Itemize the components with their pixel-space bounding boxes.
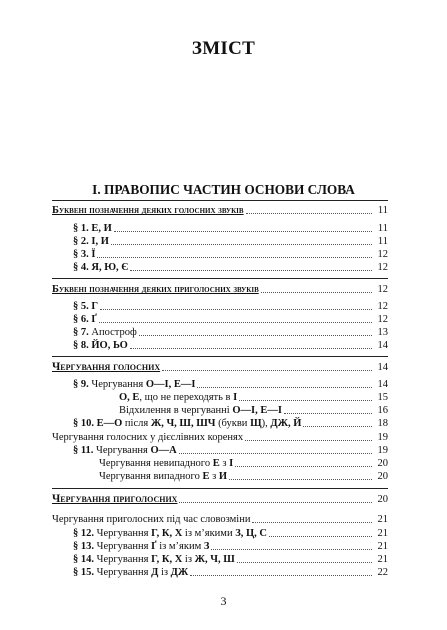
page-ref: 11 — [377, 205, 388, 216]
leader-dots — [100, 300, 372, 310]
page-ref: 21 — [377, 514, 388, 525]
entry-tail: Ж, Ч, Ш — [194, 554, 235, 565]
leader-dots — [245, 431, 372, 441]
entry-tail: З, Ц, С — [235, 528, 267, 539]
section-title: Чергування приголосних — [52, 493, 178, 505]
page-ref: 15 — [377, 392, 388, 403]
page-ref: 18 — [377, 418, 388, 429]
toc-entry[interactable] — [73, 300, 388, 313]
section-title: Буквені позначення деяких голосних звуків — [52, 205, 244, 216]
entry-text: Е, И — [91, 223, 112, 234]
leader-dots — [111, 235, 372, 245]
paragraph-number: § 7. — [73, 327, 89, 338]
paragraph-number: § 15. — [73, 567, 94, 578]
page-title: ЗМІСТ — [191, 38, 256, 59]
toc-entry[interactable] — [73, 378, 388, 391]
paragraph-number: § 6. — [73, 314, 89, 325]
section-rule — [52, 488, 388, 489]
page-ref: 12 — [377, 262, 388, 273]
leader-dots — [269, 527, 372, 537]
leader-dots — [246, 204, 372, 214]
leader-dots — [99, 313, 372, 323]
page-ref: 12 — [377, 284, 388, 295]
toc-entry[interactable] — [99, 457, 388, 470]
paragraph-number: § 8. — [73, 340, 89, 351]
entry-prefix: Чергування невипадного — [99, 458, 213, 469]
page-ref: 12 — [377, 314, 388, 325]
leader-dots — [211, 540, 372, 550]
page-ref: 14 — [377, 379, 388, 390]
entry-suffix: із м’яким — [156, 541, 204, 552]
leader-dots — [252, 513, 372, 523]
toc-entry[interactable] — [119, 404, 388, 417]
toc-entry[interactable] — [73, 553, 388, 566]
leader-dots — [284, 404, 372, 414]
page-ref: 12 — [377, 249, 388, 260]
leader-dots — [239, 391, 372, 401]
entry-suffix: після — [122, 418, 151, 429]
entry-suffix: із м’якими — [182, 528, 236, 539]
leader-dots — [114, 222, 372, 232]
leader-dots — [237, 553, 372, 563]
paragraph-number: § 4. — [73, 262, 89, 273]
leader-dots — [229, 470, 372, 480]
page-ref: 21 — [377, 541, 388, 552]
paragraph-number: § 14. — [73, 554, 94, 565]
toc-entry[interactable] — [73, 540, 388, 553]
toc-entry[interactable] — [73, 566, 388, 579]
toc-entry[interactable] — [73, 235, 388, 248]
page-ref: 11 — [377, 223, 388, 234]
toc-section-vowels[interactable] — [52, 204, 388, 217]
entry-suffix: із — [158, 567, 171, 578]
entry-prefix: Чергування — [96, 445, 151, 456]
toc-entry[interactable] — [99, 470, 388, 483]
page-ref: 20 — [377, 458, 388, 469]
toc-entry[interactable] — [73, 222, 388, 235]
page-ref: 19 — [377, 445, 388, 456]
entry-text: Г — [91, 301, 99, 312]
entry-prefix: Чергування — [96, 554, 152, 565]
entry-text: О—А — [150, 445, 177, 456]
entry-prefix: Чергування — [96, 567, 152, 578]
toc-entry[interactable] — [73, 248, 388, 261]
leader-dots — [179, 444, 372, 454]
entry-text: Е — [202, 471, 210, 482]
page-ref: 12 — [377, 301, 388, 312]
entry-tail: Ж, Ч, Ш, ШЧ — [150, 418, 216, 429]
entry-tail: І — [233, 392, 238, 403]
entry-text: О—І, Е—І — [145, 379, 196, 390]
paragraph-number: § 11. — [73, 445, 94, 456]
entry-tail: З — [203, 541, 210, 552]
entry-text: О—І, Е—І — [232, 405, 282, 416]
leader-dots — [235, 457, 372, 467]
paragraph-number: § 5. — [73, 301, 89, 312]
page-ref: 11 — [377, 236, 388, 247]
paragraph-number: § 2. — [73, 236, 89, 247]
toc-entry[interactable] — [73, 339, 388, 352]
toc-entry[interactable] — [73, 326, 388, 339]
page-ref: 14 — [377, 362, 388, 373]
page-number: 3 — [220, 594, 227, 608]
entry-prefix: Чергування голосних у дієслівних коренях — [52, 432, 244, 443]
toc-entry[interactable] — [73, 527, 388, 540]
toc-section-vowel-alternation[interactable] — [52, 361, 388, 374]
entry-suffix: з — [209, 471, 219, 482]
entry-text: Ґ — [91, 314, 97, 325]
entry-text: Г, К, Х — [151, 528, 183, 539]
toc-section-consonants[interactable] — [52, 283, 388, 296]
toc-entry[interactable] — [73, 261, 388, 274]
paragraph-number: § 12. — [73, 528, 94, 539]
leader-dots — [130, 261, 372, 271]
entry-prefix: Чергування — [96, 541, 152, 552]
entry-prefix: Чергування — [96, 528, 152, 539]
page-ref: 13 — [377, 327, 388, 338]
toc-entry[interactable] — [73, 417, 388, 430]
entry-prefix: Чергування приголосних під час словозміни — [52, 514, 251, 525]
leader-dots — [261, 283, 372, 293]
part-title: І. ПРАВОПИС ЧАСТИН ОСНОВИ СЛОВА — [92, 182, 355, 197]
entry-tail: И — [218, 471, 228, 482]
entry-prefix: Відхилення в чергуванні — [119, 405, 233, 416]
leader-dots — [162, 361, 372, 371]
page-ref: 21 — [377, 528, 388, 539]
leader-dots — [190, 566, 372, 576]
entry-extra: (букви — [215, 418, 251, 429]
entry-tail: І — [229, 458, 234, 469]
entry-text: ЙО, ЬО — [91, 340, 128, 351]
paragraph-number: § 3. — [73, 249, 89, 260]
entry-tail: ДЖ — [170, 567, 189, 578]
entry-extra2: ), — [261, 418, 271, 429]
entry-text: Е—О — [96, 418, 123, 429]
section-title: Чергування голосних — [52, 361, 161, 373]
entry-text: Г, К, Х — [151, 554, 183, 565]
entry-text: Апостроф — [91, 327, 137, 338]
page-ref: 19 — [377, 432, 388, 443]
paragraph-number: § 1. — [73, 223, 89, 234]
leader-dots — [139, 326, 372, 336]
toc-entry[interactable]: О, Е, що не переходять в І 15 — [119, 392, 388, 403]
entry-suffix: з — [219, 458, 230, 469]
page-ref: 22 — [377, 567, 388, 578]
page-ref: 16 — [377, 405, 388, 416]
leader-dots — [303, 417, 372, 427]
paragraph-number: § 13. — [73, 541, 94, 552]
toc-section-consonant-alternation[interactable] — [52, 493, 388, 506]
section-title: Буквені позначення деяких приголосних звуків — [52, 284, 259, 295]
entry-text: Д — [151, 567, 159, 578]
entry-extra-bold: Щ — [250, 418, 262, 429]
toc-entry[interactable] — [52, 513, 388, 526]
paragraph-number: § 9. — [73, 379, 89, 390]
page-ref: 21 — [377, 554, 388, 565]
entry-text: Ґ — [151, 541, 157, 552]
page-ref: 14 — [377, 340, 388, 351]
leader-dots — [197, 378, 372, 388]
toc-entry[interactable] — [73, 444, 388, 457]
leader-dots — [130, 339, 372, 349]
page-ref: 20 — [377, 494, 388, 505]
section-rule — [52, 356, 388, 357]
entry-text: Ї — [91, 249, 96, 260]
entry-text: Е — [212, 458, 220, 469]
entry-text: О, Е — [119, 392, 140, 403]
toc-entry[interactable] — [73, 313, 388, 326]
entry-prefix: Чергування — [91, 379, 146, 390]
page-ref: 20 — [377, 471, 388, 482]
entry-prefix: Чергування випадного — [99, 471, 203, 482]
entry-suffix: із — [182, 554, 195, 565]
paragraph-number: § 10. — [73, 418, 94, 429]
leader-dots — [97, 248, 372, 258]
section-rule — [52, 278, 388, 279]
toc-entry[interactable] — [52, 431, 388, 444]
leader-dots — [179, 493, 372, 503]
section-rule — [52, 200, 388, 201]
entry-extra2-bold: ДЖ, Й — [270, 418, 302, 429]
entry-text: І, И — [91, 236, 109, 247]
entry-suffix: що не переходять в — [142, 392, 234, 403]
entry-text: Я, Ю, Є — [91, 262, 129, 273]
